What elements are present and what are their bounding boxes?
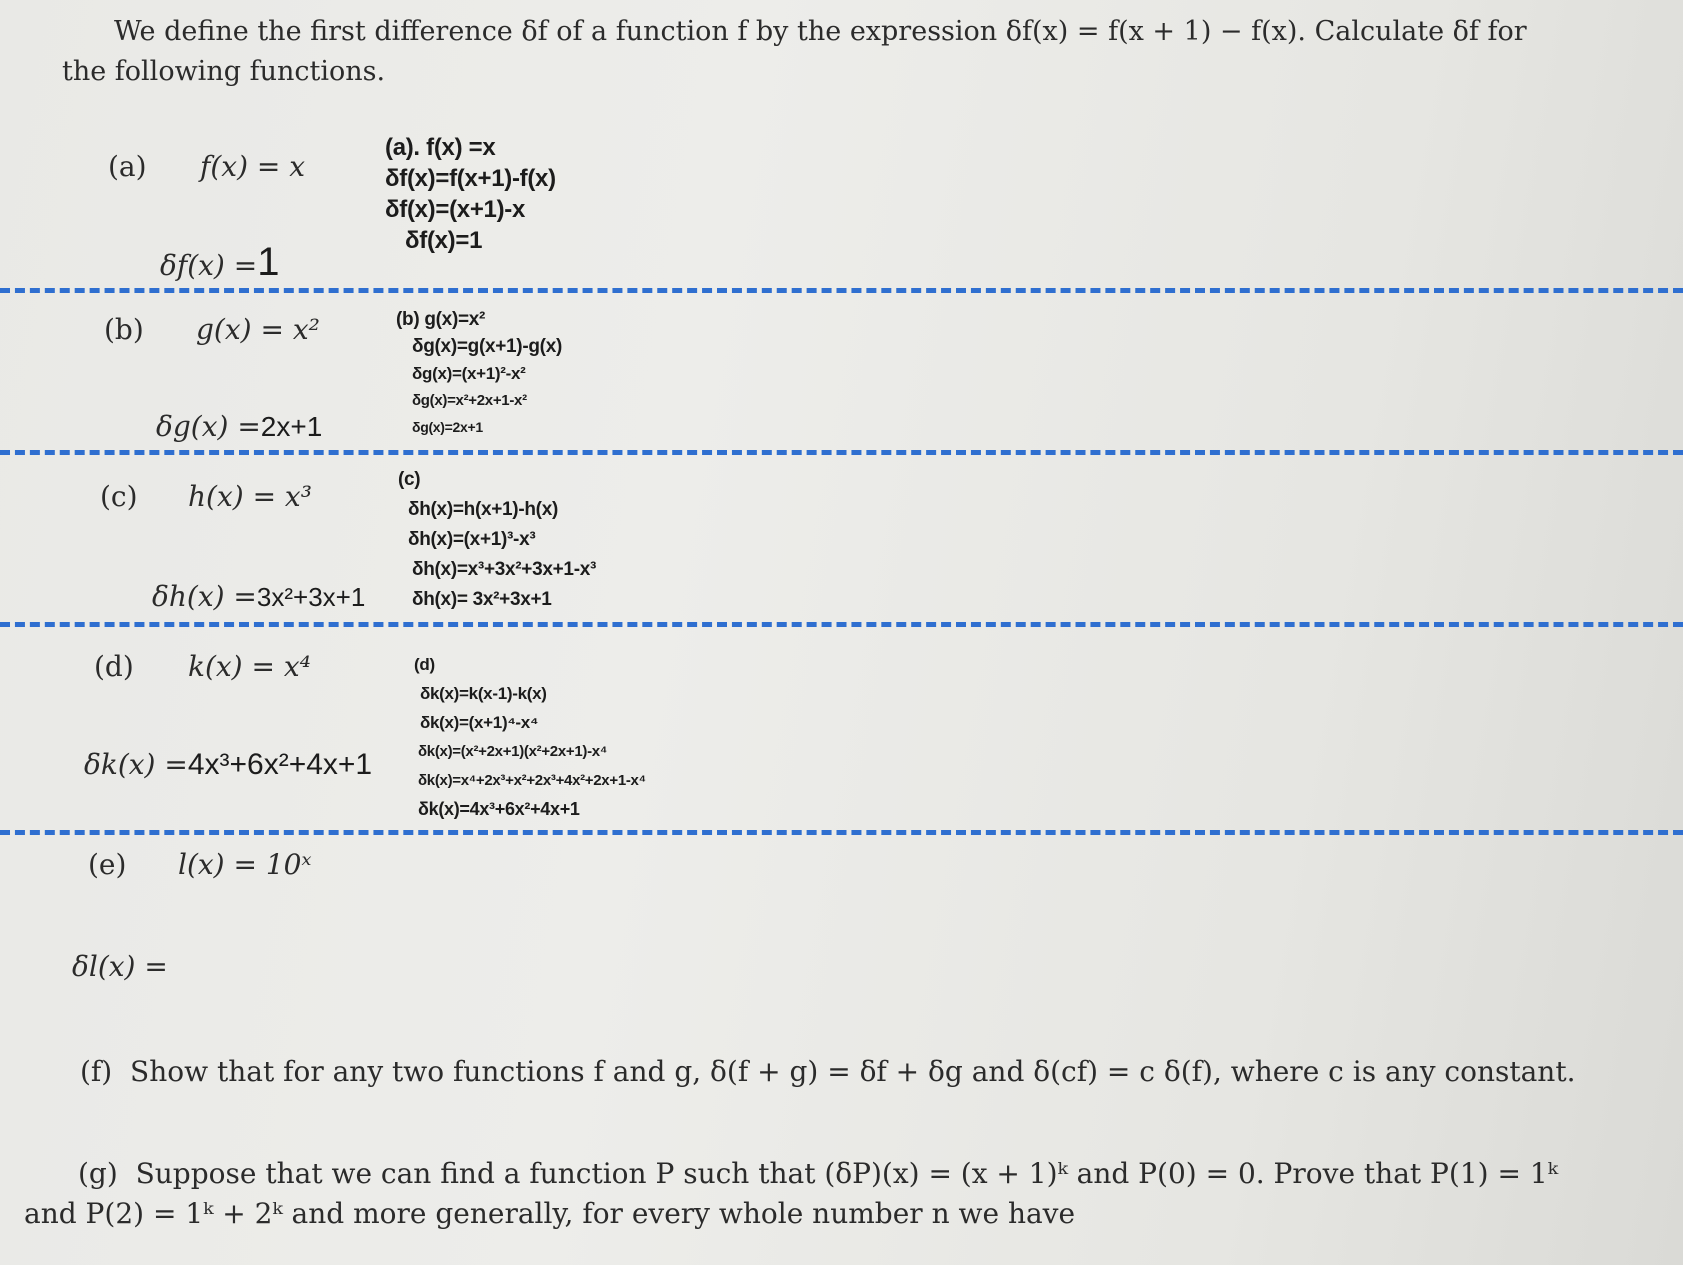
- problem-c-function: h(x) = x³: [188, 480, 312, 513]
- problem-e-function: l(x) = 10ˣ: [178, 848, 312, 881]
- work-line: δg(x)=x²+2x+1-x²: [412, 392, 527, 409]
- work-line: δk(x)=4x³+6x²+4x+1: [418, 799, 580, 819]
- problem-a-handwritten-answer: 1: [257, 240, 280, 284]
- work-line: δf(x)=(x+1)-x: [385, 196, 526, 223]
- divider-dashed-line: [0, 830, 1683, 835]
- intro-line-1: We define the first difference δf of a function f by the expression δf(x) = f(x + 1) − f(x). Calculate δf for: [114, 16, 1527, 47]
- problem-d-work: [414, 650, 646, 824]
- problem-b-answer-row: [156, 410, 322, 443]
- problem-b-function: g(x) = x²: [196, 313, 320, 346]
- work-line: δf(x)=f(x+1)-f(x): [385, 165, 556, 192]
- problem-f-text: [80, 1052, 1660, 1092]
- work-line: (a). f(x) =x: [385, 134, 496, 161]
- problem-d-delta-label: δk(x) =: [84, 748, 188, 781]
- problem-a-answer-row: [160, 240, 279, 285]
- work-line: (d): [414, 655, 435, 674]
- intro-paragraph: [62, 12, 1622, 92]
- problem-c-handwritten-answer: 3x²+3x+1: [256, 582, 366, 612]
- work-line: δh(x)= 3x²+3x+1: [412, 589, 552, 610]
- problem-c-delta-label: δh(x) =: [152, 580, 257, 613]
- work-line: δk(x)=(x²+2x+1)(x²+2x+1)-x⁴: [418, 743, 607, 760]
- work-line: δg(x)=g(x+1)-g(x): [412, 336, 562, 357]
- problem-d-handwritten-answer: 4x³+6x²+4x+1: [187, 748, 373, 781]
- problem-e-label: (e): [88, 848, 127, 881]
- divider-dashed-line: [0, 622, 1683, 627]
- problem-c-label: (c): [100, 480, 138, 513]
- divider-dashed-line: [0, 288, 1683, 293]
- work-line: (c): [398, 469, 421, 490]
- problem-a-delta-label: δf(x) =: [160, 249, 258, 282]
- problem-b-handwritten-answer: 2x+1: [260, 411, 323, 442]
- problem-b-label: (b): [104, 313, 144, 346]
- work-line: δh(x)=h(x+1)-h(x): [408, 499, 558, 520]
- problem-d-label: (d): [94, 650, 134, 683]
- problem-g-label: (g): [78, 1157, 118, 1190]
- problem-f-label: (f): [80, 1055, 113, 1088]
- work-line: δh(x)=(x+1)³-x³: [408, 529, 536, 550]
- problem-g-line-1: Suppose that we can find a function P such that (δP)(x) = (x + 1)ᵏ and P(0) = 0. Prove that P(1) = 1ᵏ: [135, 1157, 1558, 1190]
- problem-c-work: [398, 465, 596, 615]
- problem-g-text: [24, 1154, 1654, 1234]
- work-line: δf(x)=1: [405, 227, 483, 254]
- problem-d-function: k(x) = x⁴: [188, 650, 311, 683]
- problem-a-work: [385, 132, 556, 256]
- problem-a-function: f(x) = x: [200, 150, 306, 183]
- work-line: δk(x)=k(x-1)-k(x): [420, 684, 547, 703]
- work-line: δh(x)=x³+3x²+3x+1-x³: [412, 559, 597, 580]
- problem-g-line-2: and P(2) = 1ᵏ + 2ᵏ and more generally, for every whole number n we have: [24, 1197, 1076, 1230]
- work-line: δg(x)=(x+1)²-x²: [412, 364, 526, 383]
- problem-c-answer-row: [152, 580, 365, 613]
- work-line: δg(x)=2x+1: [412, 419, 483, 435]
- problem-e-delta-label: δl(x) =: [72, 950, 168, 983]
- problem-d-answer-row: [84, 748, 372, 782]
- work-line: δk(x)=(x+1)⁴-x⁴: [420, 713, 539, 732]
- work-line: δk(x)=x⁴+2x³+x²+2x³+4x²+2x+1-x⁴: [418, 772, 646, 789]
- problem-a-label: (a): [108, 150, 147, 183]
- problem-b-delta-label: δg(x) =: [156, 410, 261, 443]
- intro-line-2: the following functions.: [62, 56, 386, 87]
- divider-dashed-line: [0, 450, 1683, 455]
- problem-f-statement: Show that for any two functions f and g, δ(f + g) = δf + δg and δ(cf) = c δ(f), where c is any constant.: [130, 1055, 1576, 1088]
- work-line: (b) g(x)=x²: [396, 309, 486, 330]
- problem-b-work: [396, 306, 562, 441]
- problem-e-answer-row: [72, 950, 168, 983]
